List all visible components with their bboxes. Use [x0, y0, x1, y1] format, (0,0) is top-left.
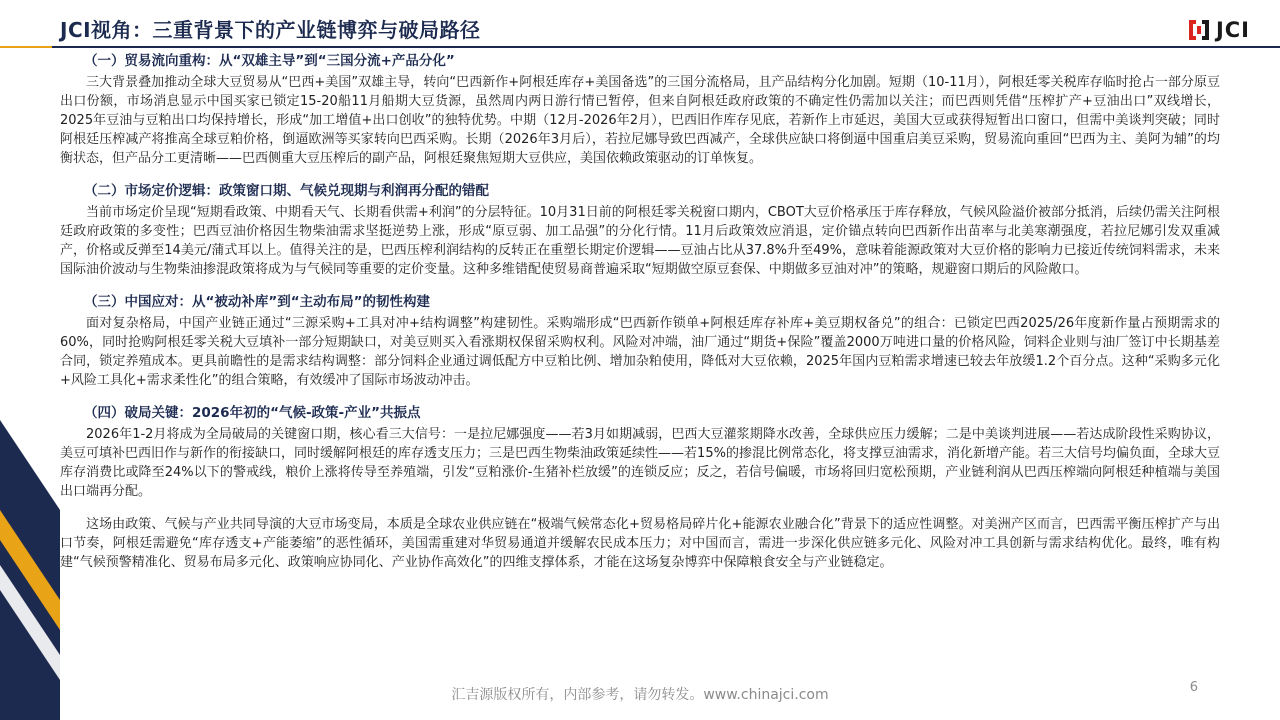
section-trade-flow [60, 52, 1220, 168]
section-heading: （四）破局关键：2026年初的“气候-政策-产业”共振点 [84, 405, 421, 421]
section-breakthrough-key [60, 404, 1220, 501]
section-body: 当前市场定价呈现“短期看政策、中期看天气、长期看供需+利润”的分层特征。10月31日前的阿根廷零关税窗口期内，CBOT大豆价格承压于库存释放，气候风险溢价被部分抵消，后续仍需关注阿根廷政府政策的多变性；巴西豆油价格因生物柴油需求坚挺逆势上涨，形成“原豆弱、加工品强”的分化行情。11月后政策效应消退，定价锚点转向巴西新作出苗率与北美寒潮强度，若拉尼娜引发双重减产，价格或反弹至14美元/蒲式耳以上。值得关注的是，巴西压榨利润结构的反转正在重塑长期定价逻辑——豆油占比从37.8%升至49%，意味着能源政策对大豆价格的影响力已接近传统饲料需求，未来国际油价波动与生物柴油掺混政策将成为与气候同等重要的定价变量。这种多维错配使贸易商普遍采取“短期做空原豆套保、中期做多豆油对冲”的策略，规避窗口期后的风险敞口。 [60, 205, 1220, 277]
section-body: 2026年1-2月将成为全局破局的关键窗口期，核心看三大信号：一是拉尼娜强度——若3月如期减弱，巴西大豆灌浆期降水改善，全球供应压力缓解；二是中美谈判进展——若达成阶段性采购协议，美豆可填补巴西旧作与新作的衔接缺口，同时缓解阿根廷的库存透支压力；三是巴西生物柴油政策延续性——若15%的掺混比例常态化，将支撑豆油需求，消化新增产能。若三大信号均偏负面，全球大豆库存消费比或降至24%以下的警戒线，粮价上涨将传导至养殖端，引发“豆粕涨价-生猪补栏放缓”的连锁反应；反之，若信号偏暖，市场将回归宽松预期，产业链利润从巴西压榨端向阿根廷种植端与美国出口端再分配。 [60, 427, 1220, 499]
page-title: JCI视角：三重背景下的产业链博弈与破局路径 [60, 18, 481, 42]
section-body: 面对复杂格局，中国产业链正通过“三源采购+工具对冲+结构调整”构建韧性。采购端形成“巴西新作锁单+阿根廷库存补库+美豆期权备兑”的组合：已锁定巴西2025/26年度新作量占预期需求的60%，同时抢购阿根廷零关税大豆填补一部分短期缺口，对美豆则买入看涨期权保留采购权利。风险对冲端，油厂通过“期货+保险”覆盖2000万吨进口量的价格风险，饲料企业则与油厂签订中长期基差合同，锁定养殖成本。更具前瞻性的是需求结构调整：部分饲料企业通过调低配方中豆粕比例、增加杂粕使用，降低对大豆依赖，2025年国内豆粕需求增速已较去年放缓1.2个百分点。这种“采购多元化+风险工具化+需求柔性化”的组合策略，有效缓冲了国际市场波动冲击。 [60, 316, 1220, 388]
conclusion-body: 这场由政策、气候与产业共同导演的大豆市场变局，本质是全球农业供应链在“极端气候常态化+贸易格局碎片化+能源农业融合化”背景下的适应性调整。对美洲产区而言，巴西需平衡压榨扩产与出口节奏，阿根廷需避免“库存透支+产能萎缩”的恶性循环，美国需重建对华贸易通道并缓解农民成本压力；对中国而言，需进一步深化供应链多元化、风险对冲工具创新与需求结构优化。最终，唯有构建“气候预警精准化、贸易布局多元化、政策响应协同化、产业协作高效化”的四维支撑体系，才能在这场复杂博弈中保障粮食安全与产业链稳定。 [60, 517, 1220, 570]
section-body: 三大背景叠加推动全球大豆贸易从“巴西+美国”双雄主导，转向“巴西新作+阿根廷库存+美国备选”的三国分流格局，且产品结构分化加剧。短期（10-11月），阿根廷零关税库存临时抢占一部分原豆出口份额，市场消息显示中国买家已锁定15-20船11月船期大豆货源，虽然周内两日游行情已暂停，但来自阿根廷政府政策的不确定性仍需加以关注；而巴西则凭借“压榨扩产+豆油出口”双线增长，2025年豆油与豆粕出口均保持增长，形成“加工增值+出口创收”的独特优势。中期（12月-2026年2月），巴西旧作库存见底，若新作上市延迟，美国大豆或获得短暂出口窗口，但需中美谈判突破；同时阿根廷压榨减产将推高全球豆粕价格，倒逼欧洲等买家转向巴西采购。长期（2026年3月后），若拉尼娜导致巴西减产，全球供应缺口将倒逼中国重启美豆采购，贸易流向重回“巴西为主、美阿为辅”的均衡状态，但产品分工更清晰——巴西侧重大豆压榨后的副产品，阿根廷聚焦短期大豆供应，美国依赖政策驱动的订单恢复。 [60, 75, 1220, 166]
section-heading: （一）贸易流向重构：从“双雄主导”到“三国分流+产品分化” [84, 53, 455, 69]
title-divider [0, 46, 1280, 48]
jci-logo [1186, 14, 1250, 46]
section-heading: （三）中国应对：从“被动补库”到“主动布局”的韧性构建 [84, 294, 430, 310]
logo-text: JCI [1215, 18, 1250, 42]
section-pricing-logic [60, 182, 1220, 279]
page-number: 6 [1189, 680, 1198, 695]
title-divider-accent [0, 46, 52, 48]
section-conclusion [60, 515, 1220, 572]
jci-logo-icon [1186, 17, 1212, 43]
corner-decoration [0, 360, 60, 720]
section-heading: （二）市场定价逻辑：政策窗口期、气候兑现期与利润再分配的错配 [84, 183, 489, 199]
section-china-response [60, 293, 1220, 390]
footer-copyright: 汇吉源版权所有，内部参考，请勿转发。www.chinajci.com [451, 687, 829, 703]
main-content [60, 52, 1220, 586]
